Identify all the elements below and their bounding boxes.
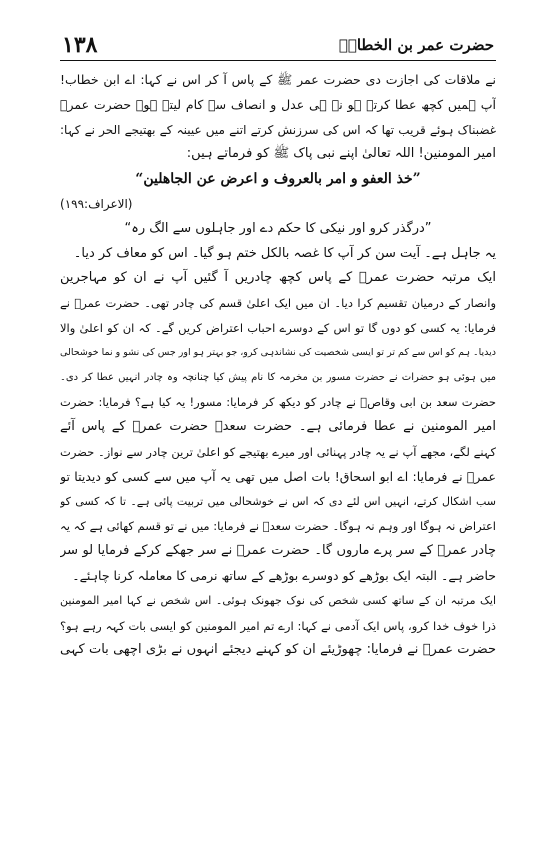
text-line: چادر عمرؓ کے سر پرے ماروں گا۔ حضرت عمرؓ نے سر جھکے کرکے فرمایا لو سر bbox=[60, 543, 496, 559]
page-body bbox=[60, 68, 496, 663]
text-line: سب اشکال کرتے، انہیں اس لئے دی کہ اس نے خوشحالی میں تربیت پائی ہے۔ تا کہ کسی کو bbox=[60, 494, 496, 508]
text-line: امیر المومنین نے عطا فرمائی ہے۔ حضرت سعدؓ حضرت عمرؓ کے پاس آئے bbox=[60, 419, 496, 435]
text-line: کہنے لگے، مجھے آپ نے یہ چادر پہنائی اور میرے بھتیجے کو اعلیٰ ترین چادر سے نواز۔ حضرت bbox=[60, 444, 496, 459]
text-line: ایک مرتبہ ان کے ساتھ کسی شخص کی نوک جھونک ہوئی۔ اس شخص نے کہا امیر المومنین bbox=[60, 593, 496, 607]
running-title: حضرت عمر بن الخطابؓ bbox=[338, 36, 494, 54]
text-line: دیدیا۔ ہم کو اس سے کم تر تو ایسی شخصیت کی نشاندہی کرو، جو بہتر ہو اور جس کی نشو و نما خوشحالی bbox=[60, 346, 496, 358]
text-line: آپ ہمیں کچھ عطا کرتے ہو نہ ہی عدل و انصاف سے کام لیتے ہو۔ حضرت عمرؓ bbox=[60, 96, 496, 112]
text-line: میں ہوئی ہو حضرات نے حضرت مسور بن مخرمہ کا نام پیش کیا چنانچہ وہ چادر انہیں عطا کر دی۔ bbox=[60, 371, 496, 383]
text-line: عمرؓ نے فرمایا: اے ابو اسحاق! بات اصل میں تھی یہ آپ میں سے کسی کو دیدیتا تو bbox=[60, 468, 496, 484]
text-line: امیر المومنین! اللہ تعالیٰ اپنے نبی پاک ﷺ کو فرماتے ہیں: bbox=[186, 146, 496, 162]
text-line: ذرا خوف خدا کرو، پاس ایک آدمی نے کہا: ارے تم امیر المومنین کو ایسی بات کہہ رہے ہو؟ bbox=[60, 618, 496, 633]
page-number: ١٣٨ bbox=[62, 32, 98, 58]
text-line: فرمایا: یہ کسی کو دوں گا تو اس کے دوسرے احباب اعتراض کریں گے۔ کہ ان کو اعلیٰ والا bbox=[60, 320, 496, 335]
page-header bbox=[60, 30, 496, 61]
text-line: حاضر ہے۔ البتہ ایک بوڑھے کو دوسرے بوڑھے کے ساتھ نرمی کا معاملہ کرنا چاہئے۔ bbox=[72, 567, 496, 583]
text-line: غضبناک ہوئے قریب تھا کہ اس کی سرزنش کرتے اتنے میں عیینہ کے بھتیجے الحر نے کہا: bbox=[60, 122, 496, 137]
quranic-verse: ”خذ العفو و امر بالعروف و اعرض عن الجاهلين“ bbox=[135, 171, 421, 188]
text-line: حضرت عمرؓ نے فرمایا: چھوڑیئے ان کو کہنے دیجئے انہوں نے بڑی اچھی بات کہی bbox=[60, 642, 496, 658]
text-line: وانصار کے درمیان تقسیم کرا دیا۔ ان میں ایک اعلیٰ قسم کی چادر تھی۔ حضرت عمرؓ نے bbox=[60, 296, 496, 311]
text-line: اعتراض نہ ہوگا اور وہم نہ ہوگا۔ حضرت سعدؓ نے فرمایا: میں نے تو قسم کھائی ہے کہ یہ bbox=[60, 519, 496, 534]
verse-translation: ”درگذر کرو اور نیکی کا حکم دے اور جاہلوں سے الگ رہ“ bbox=[124, 220, 432, 236]
verse-reference: (الاعراف:١٩٩) bbox=[60, 196, 133, 211]
text-line: ایک مرتبہ حضرت عمرؓ کے پاس کچھ چادریں آ گئیں آپ نے ان کو مہاجرین bbox=[60, 270, 496, 286]
text-line: حضرت سعد بن ابی وقاصؓ نے چادر کو دیکھ کر فرمایا: مسور! یہ کیا ہے؟ فرمایا: حضرت bbox=[60, 395, 496, 410]
text-line: یہ جاہل ہے۔ آیت سن کر آپ کا غصہ بالکل ختم ہو گیا۔ اس کو معاف کر دیا۔ bbox=[73, 245, 496, 261]
text-line: نے ملاقات کی اجازت دی حضرت عمر ﷺ کے پاس آ کر اس نے کہا: اے ابن خطاب! bbox=[60, 72, 496, 87]
